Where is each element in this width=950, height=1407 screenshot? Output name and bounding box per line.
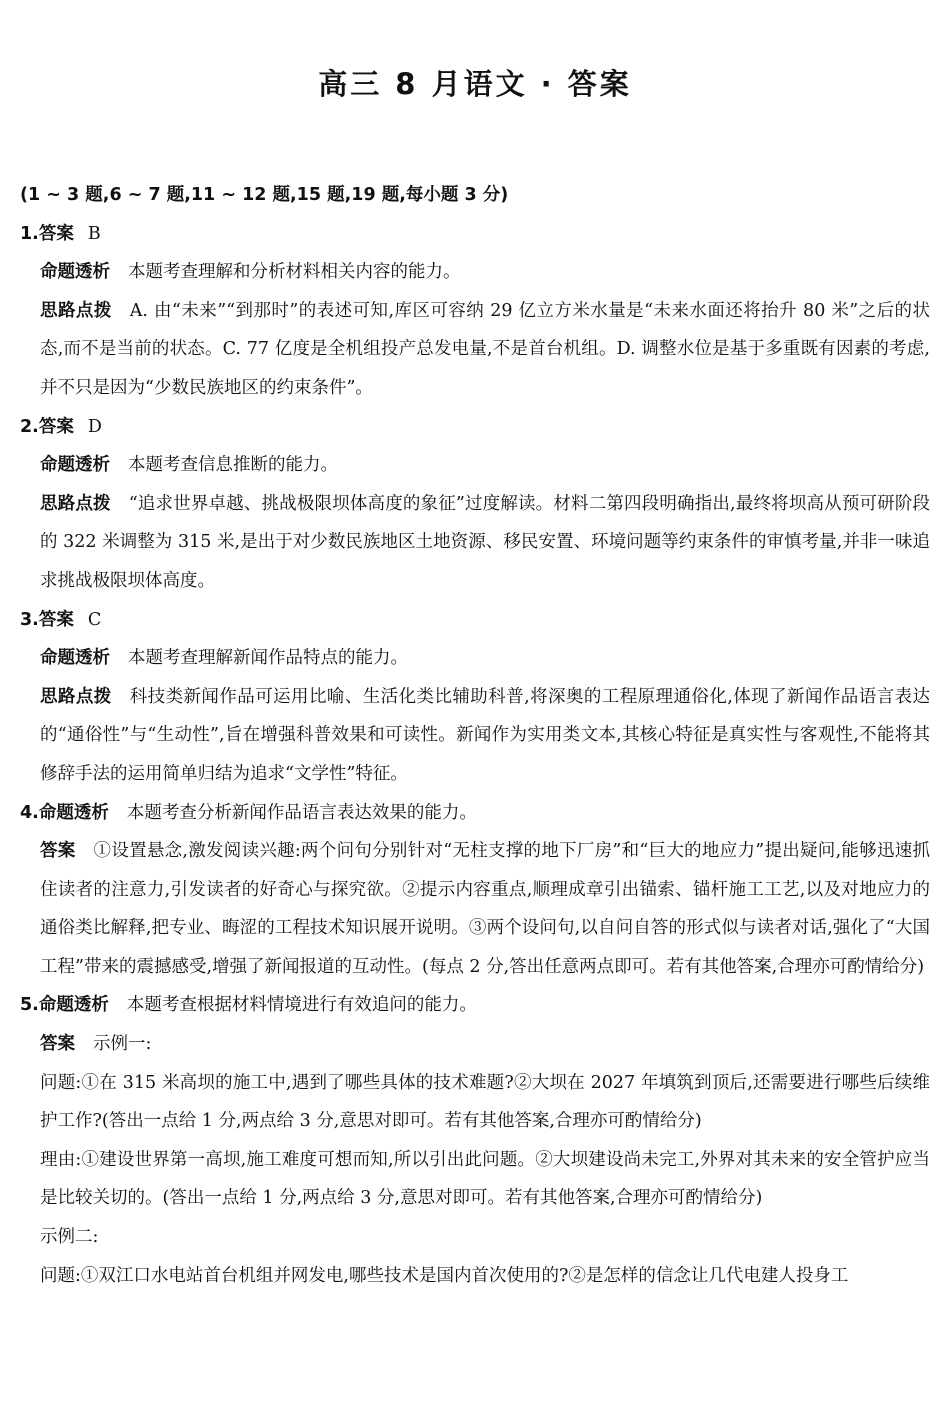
q5-analysis-label: 命题透析 [38, 995, 109, 1016]
q2-answer-line [0, 408, 950, 447]
q4-answer-label: 答案 [40, 841, 76, 862]
q4-number: 4. [20, 802, 39, 823]
q5-example2-question: 问题:①双江口水电站首台机组并网发电,哪些技术是国内首次使用的?②是怎样的信念让几代电建人投身工 [40, 1265, 849, 1286]
q3-hint-block [0, 678, 950, 794]
page-cutoff [0, 1328, 950, 1407]
q2-answer: D [87, 416, 102, 437]
q2-analysis: 本题考查信息推断的能力。 [128, 455, 338, 476]
q3-hint-label: 思路点拨 [40, 686, 112, 707]
q3-answer: C [87, 609, 102, 630]
q5-example1-question: 问题:①在 315 米高坝的施工中,遇到了哪些具体的技术难题?②大坝在 2027 年填筑到顶后,还需要进行哪些后续维护工作?(答出一点给 1 分,两点给 3 分,意思对即可。若有其他答案,合理亦可酌情给分) [40, 1072, 930, 1132]
q1-hint: A. 由“未来”“到那时”的表述可知,库区可容纳 29 亿立方米水量是“未来水面还将抬升 80 米”之后的状态,而不是当前的状态。C. 77 亿度是全机组投产总发电量,不是首台机组。D. 调整水位是基于多重既有因素的考虑,并不只是因为“少数民族地区的约束条件”。 [40, 300, 930, 398]
q4-answer-block [0, 832, 950, 986]
q1-analysis: 本题考查理解和分析材料相关内容的能力。 [128, 262, 461, 283]
q5-number: 5. [20, 995, 39, 1016]
q2-number: 2. [20, 416, 39, 437]
q4-analysis-line [0, 794, 950, 833]
q2-analysis-label: 命题透析 [40, 455, 110, 476]
q5-example1-reason: 理由:①建设世界第一高坝,施工难度可想而知,所以引出此问题。②大坝建设尚未完工,外界对其未来的安全管护应当是比较关切的。(答出一点给 1 分,两点给 3 分,意思对即可。若有其他答案,合理亦可酌情给分) [40, 1149, 930, 1209]
q5-analysis-line [0, 986, 950, 1025]
page-title: 高三 8 月语文 · 答案 [318, 67, 632, 101]
q3-answer-label: 答案 [38, 609, 74, 630]
q1-answer-label: 答案 [38, 223, 74, 244]
q2-answer-label: 答案 [38, 416, 74, 437]
q4-analysis-label: 命题透析 [38, 802, 109, 823]
q1-hint-block [0, 292, 950, 408]
q3-number: 3. [20, 609, 39, 630]
q3-hint: 科技类新闻作品可运用比喻、生活化类比辅助科普,将深奥的工程原理通俗化,体现了新闻作品语言表达的“通俗性”与“生动性”,旨在增强科普效果和可读性。新闻作为实用类文本,其核心特征是真实性与客观性,不能将其修辞手法的运用简单归结为追求“文学性”特征。 [40, 686, 931, 784]
q4-answer: ①设置悬念,激发阅读兴趣:两个问句分别针对“无柱支撑的地下厂房”和“巨大的地应力”提出疑问,能够迅速抓住读者的注意力,引发读者的好奇心与探究欲。②提示内容重点,顺理成章引出锚索、锚杆施工工艺,以及对地应力的通俗类比解释,把专业、晦涩的工程技术知识展开说明。③两个设问句,以自问自答的形式似与读者对话,强化了“大国工程”带来的震撼感受,增强了新闻报道的互动性。(每点 2 分,答出任意两点即可。若有其他答案,合理亦可酌情给分) [40, 841, 930, 977]
q1-answer: B [87, 223, 101, 244]
q1-number: 1. [20, 223, 39, 244]
q1-answer-line [0, 215, 950, 254]
q3-analysis-line [0, 639, 950, 678]
scoring-scope: (1 ~ 3 题,6 ~ 7 题,11 ~ 12 题,15 题,19 题,每小题 3 分) [20, 185, 509, 205]
q5-analysis: 本题考查根据材料情境进行有效追问的能力。 [126, 995, 477, 1016]
q2-hint-label: 思路点拨 [40, 493, 111, 514]
q1-hint-label: 思路点拨 [40, 300, 112, 321]
q5-answer-line [0, 1025, 950, 1064]
q2-hint-block [0, 485, 950, 601]
q3-answer-line [0, 601, 950, 640]
q1-analysis-line [0, 253, 950, 292]
q3-analysis: 本题考查理解新闻作品特点的能力。 [128, 648, 408, 669]
q3-analysis-label: 命题透析 [40, 648, 110, 669]
q4-analysis: 本题考查分析新闻作品语言表达效果的能力。 [126, 802, 477, 823]
q2-analysis-line [0, 446, 950, 485]
q2-hint: “追求世界卓越、挑战极限坝体高度的象征”过度解读。材料二第四段明确指出,最终将坝高从预可研阶段的 322 米调整为 315 米,是出于对少数民族地区土地资源、移民安置、环境问题等约束条件的审慎考量,并非一味追求挑战极限坝体高度。 [40, 493, 931, 591]
q1-analysis-label: 命题透析 [40, 262, 110, 283]
q5-example2-label: 示例二: [40, 1227, 99, 1248]
q5-example1-label: 示例一: [93, 1034, 152, 1055]
q5-answer-label: 答案 [40, 1034, 75, 1055]
answer-content [0, 176, 950, 1295]
